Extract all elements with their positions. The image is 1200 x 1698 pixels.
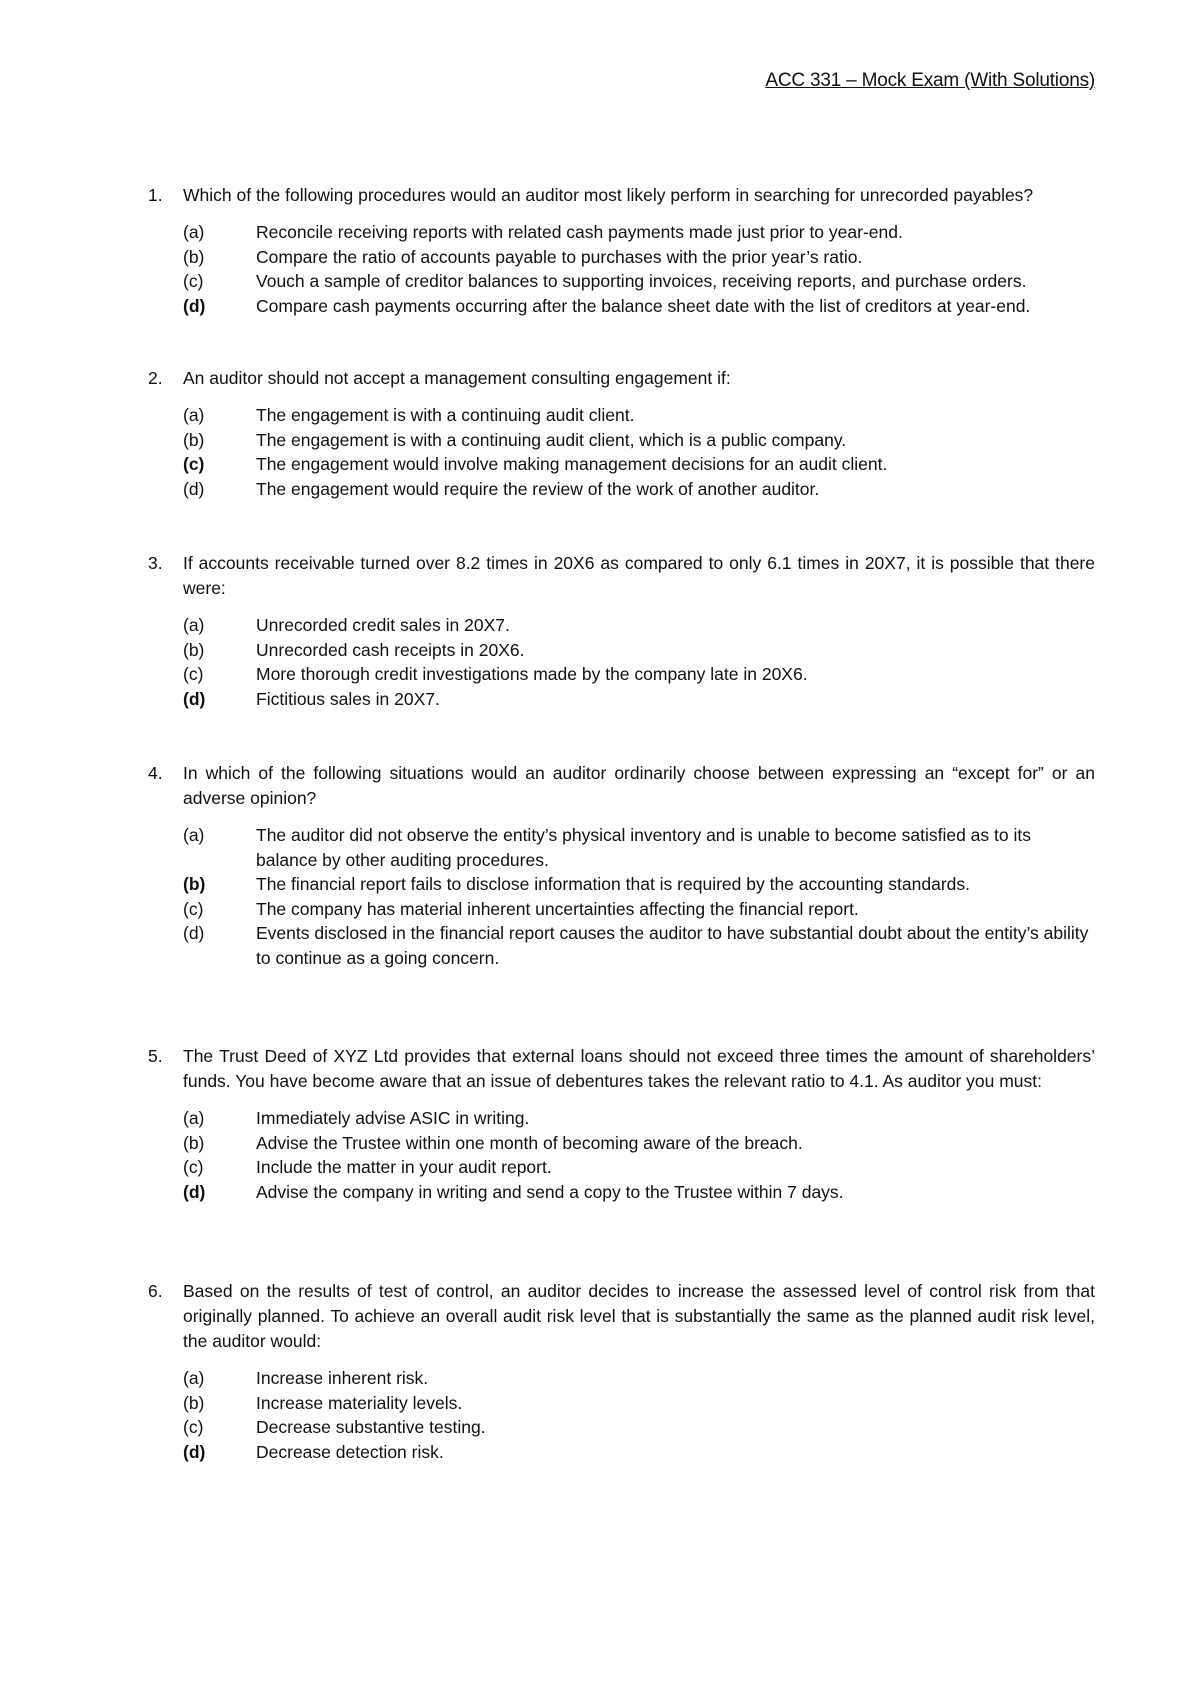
question-6: [148, 1279, 1095, 1464]
option-a: [183, 823, 1095, 872]
option-c: [183, 897, 1095, 922]
question-2: [148, 366, 1095, 501]
option-letter: (d): [183, 1441, 206, 1462]
option-c: [183, 1155, 1095, 1180]
option-list: [148, 823, 1095, 970]
option-letter: (b): [183, 246, 205, 267]
option-text: Compare cash payments occurring after the balance sheet date with the list of creditors at year-end.: [256, 295, 1031, 316]
option-letter: (b): [183, 1132, 205, 1153]
option-b: [183, 1391, 1095, 1416]
option-letter: (c): [183, 664, 204, 684]
option-text: The financial report fails to disclose information that is required by the accounting standards.: [256, 874, 970, 894]
option-list: [148, 220, 1095, 318]
option-b: [183, 245, 1095, 270]
question-number: 2.: [148, 368, 163, 388]
option-b: [183, 1131, 1095, 1156]
option-d: [183, 921, 1095, 970]
option-list: [148, 403, 1095, 501]
option-letter: (d): [183, 478, 205, 499]
option-letter: (a): [183, 222, 205, 242]
option-letter: (c): [183, 898, 204, 919]
option-text: Unrecorded credit sales in 20X7.: [256, 615, 510, 635]
option-letter: (a): [183, 1108, 205, 1128]
option-d: [183, 1180, 1095, 1205]
option-c: [183, 1415, 1095, 1440]
option-a: [183, 220, 1095, 245]
option-a: [183, 1366, 1095, 1391]
option-letter: (d): [183, 295, 206, 316]
option-text: The engagement would require the review of the work of another auditor.: [256, 478, 820, 499]
question-5: [148, 1044, 1095, 1204]
option-text: Decrease detection risk.: [256, 1441, 444, 1462]
option-text: Immediately advise ASIC in writing.: [256, 1108, 530, 1128]
question-1: [148, 183, 1095, 318]
option-letter: (a): [183, 825, 205, 845]
option-text: Compare the ratio of accounts payable to purchases with the prior year’s ratio.: [256, 246, 863, 267]
option-letter: (c): [183, 1157, 204, 1177]
question-stem: [148, 366, 1095, 391]
option-c: [183, 269, 1095, 294]
option-letter: (d): [183, 923, 205, 943]
option-text: Increase materiality levels.: [256, 1392, 463, 1413]
option-text: The engagement is with a continuing audit client, which is a public company.: [256, 429, 847, 450]
option-b: [183, 872, 1095, 897]
option-letter: (b): [183, 1392, 205, 1413]
option-letter: (c): [183, 1417, 204, 1437]
option-text: Include the matter in your audit report.: [256, 1157, 552, 1177]
question-number: 6.: [148, 1281, 163, 1301]
question-text: Based on the results of test of control, an auditor decides to increase the assessed level of control risk from that originally planned. To achieve an overall audit risk level that is substantially the same as the planned audit risk level, the auditor would:: [183, 1281, 1095, 1351]
option-letter: (a): [183, 615, 205, 635]
question-number: 5.: [148, 1046, 163, 1066]
question-stem: [148, 551, 1095, 601]
question-text: An auditor should not accept a management consulting engagement if:: [183, 368, 731, 388]
option-letter: (a): [183, 1368, 205, 1388]
question-number: 3.: [148, 553, 163, 573]
option-d: [183, 294, 1095, 319]
option-letter: (c): [183, 271, 204, 291]
option-letter: (b): [183, 874, 206, 894]
option-text: Increase inherent risk.: [256, 1368, 429, 1388]
option-text: Decrease substantive testing.: [256, 1417, 486, 1437]
question-4: [148, 761, 1095, 970]
option-list: [148, 613, 1095, 711]
option-text: Advise the company in writing and send a copy to the Trustee within 7 days.: [256, 1181, 844, 1202]
question-stem: [148, 1279, 1095, 1354]
option-a: [183, 613, 1095, 638]
option-letter: (c): [183, 454, 205, 474]
option-text: The engagement is with a continuing audit client.: [256, 405, 635, 425]
option-text: Unrecorded cash receipts in 20X6.: [256, 639, 525, 660]
question-number: 1.: [148, 185, 163, 205]
option-list: [148, 1106, 1095, 1204]
question-stem: [148, 183, 1095, 208]
option-list: [148, 1366, 1095, 1464]
question-text: If accounts receivable turned over 8.2 times in 20X6 as compared to only 6.1 times in 20X7, it is possible that there were:: [183, 553, 1095, 598]
option-text: More thorough credit investigations made by the company late in 20X6.: [256, 664, 808, 684]
option-text: Fictitious sales in 20X7.: [256, 688, 440, 709]
option-letter: (b): [183, 639, 205, 660]
option-b: [183, 428, 1095, 453]
option-text: The company has material inherent uncertainties affecting the financial report.: [256, 898, 859, 919]
question-number: 4.: [148, 763, 163, 783]
question-stem: [148, 761, 1095, 811]
question-3: [148, 551, 1095, 711]
question-text: In which of the following situations would an auditor ordinarily choose between expressing an “except for” or an adverse opinion?: [183, 763, 1095, 808]
option-text: The auditor did not observe the entity’s physical inventory and is unable to become satisfied as to its balance by other auditing procedures.: [256, 825, 1031, 870]
option-text: Vouch a sample of creditor balances to supporting invoices, receiving reports, and purchase orders.: [256, 271, 1027, 291]
question-text: Which of the following procedures would an auditor most likely perform in searching for unrecorded payables?: [183, 185, 1034, 205]
option-letter: (b): [183, 429, 205, 450]
question-text: The Trust Deed of XYZ Ltd provides that external loans should not exceed three times the amount of shareholders’ funds. You have become aware that an issue of debentures takes the relevant ratio to 4.1. As auditor you must:: [183, 1046, 1095, 1091]
option-d: [183, 1440, 1095, 1465]
option-text: The engagement would involve making management decisions for an audit client.: [256, 454, 888, 474]
option-letter: (d): [183, 1181, 206, 1202]
option-text: Reconcile receiving reports with related cash payments made just prior to year-end.: [256, 222, 903, 242]
option-text: Advise the Trustee within one month of becoming aware of the breach.: [256, 1132, 803, 1153]
option-a: [183, 1106, 1095, 1131]
option-c: [183, 452, 1095, 477]
option-letter: (a): [183, 405, 205, 425]
page-header: ACC 331 – Mock Exam (With Solutions): [765, 70, 1095, 91]
option-c: [183, 662, 1095, 687]
option-b: [183, 638, 1095, 663]
option-a: [183, 403, 1095, 428]
option-text: Events disclosed in the financial report causes the auditor to have substantial doubt about the entity’s ability to continue as a going concern.: [256, 923, 1089, 968]
option-d: [183, 687, 1095, 712]
question-stem: [148, 1044, 1095, 1094]
option-letter: (d): [183, 688, 206, 709]
option-d: [183, 477, 1095, 502]
